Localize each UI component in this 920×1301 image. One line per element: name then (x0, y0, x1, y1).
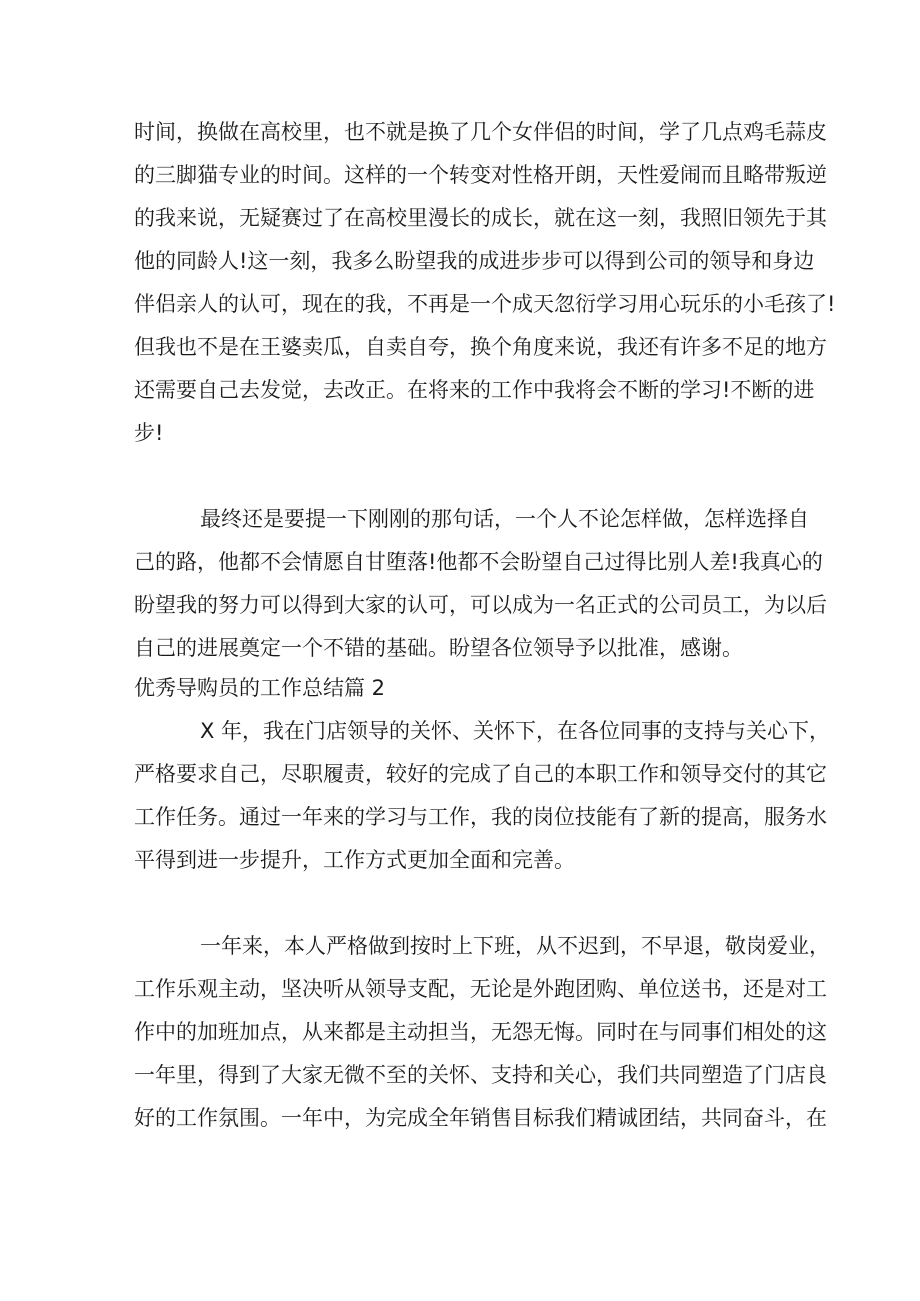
paragraph-line: 自己的进展奠定一个不错的基础。盼望各位领导予以批准，感谢。 (134, 636, 743, 660)
paragraph-line: 工作任务。通过一年来的学习与工作，我的岗位技能有了新的提高，服务水 (134, 805, 827, 829)
paragraph-line: 好的工作氛围。一年中，为完成全年销售目标我们精诚团结，共同奋斗，在 (134, 1106, 827, 1130)
paragraph-line: 一年来，本人严格做到按时上下班，从不迟到，不早退，敬岗爱业， (200, 934, 830, 958)
paragraph-line: 的我来说，无疑赛过了在高校里漫长的成长，就在这一刻，我照旧领先于其 (134, 206, 827, 230)
paragraph-line: 盼望我的努力可以得到大家的认可，可以成为一名正式的公司员工，为以后 (134, 593, 827, 617)
paragraph-line: 步! (134, 421, 164, 445)
paragraph-line: 工作乐观主动，坚决听从领导支配，无论是外跑团购、单位送书，还是对工 (134, 977, 827, 1001)
paragraph-line: 己的路，他都不会情愿自甘堕落!他都不会盼望自己过得比别人差!我真心的 (134, 550, 823, 574)
paragraph-line: 伴侣亲人的认可，现在的我，不再是一个成天忽衍学习用心玩乐的小毛孩了! (134, 292, 836, 316)
paragraph-line: 平得到进一步提升，工作方式更加全面和完善。 (134, 848, 575, 872)
paragraph-line: X 年，我在门店领导的关怀、关怀下，在各位同事的支持与关心下， (200, 719, 831, 743)
paragraph-line: 还需要自己去发觉，去改正。在将来的工作中我将会不断的学习!不断的进 (134, 378, 815, 402)
paragraph-line: 严格要求自己，尽职履责，较好的完成了自己的本职工作和领导交付的其它 (134, 762, 827, 786)
paragraph-line: 他的同龄人!这一刻，我多么盼望我的成进步步可以得到公司的领导和身边 (134, 249, 815, 273)
paragraph-line: 的三脚猫专业的时间。这样的一个转变对性格开朗，天性爱闹而且略带叛逆 (134, 163, 827, 187)
paragraph-line: 最终还是要提一下刚刚的那句话，一个人不论怎样做，怎样选择自 (200, 507, 809, 531)
paragraph-line: 但我也不是在王婆卖瓜，自卖自夸，换个角度来说，我还有许多不足的地方 (134, 335, 827, 359)
paragraph-line: 作中的加班加点，从来都是主动担当，无怨无悔。同时在与同事们相处的这 (134, 1020, 827, 1044)
section-title: 优秀导购员的工作总结篇 2 (134, 676, 386, 700)
paragraph-line: 一年里，得到了大家无微不至的关怀、支持和关心，我们共同塑造了门店良 (134, 1063, 827, 1087)
paragraph-line: 时间，换做在高校里，也不就是换了几个女伴侣的时间，学了几点鸡毛蒜皮 (134, 120, 827, 144)
